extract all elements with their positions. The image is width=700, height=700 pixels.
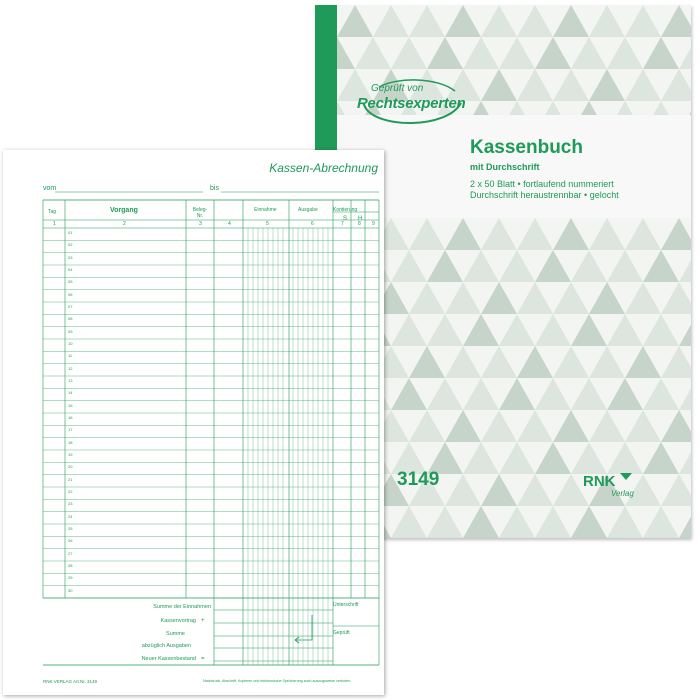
pattern-triangle: [553, 410, 589, 442]
pattern-triangle: [643, 378, 679, 410]
cover-detail-1: 2 x 50 Blatt • fortlaufend nummeriert: [470, 179, 614, 189]
row-number: 09: [68, 328, 73, 334]
logo-arrow-icon: [620, 473, 632, 481]
pattern-triangle: [517, 346, 553, 378]
pattern-triangle: [643, 37, 679, 69]
pattern-triangle: [661, 474, 691, 506]
carry-label: Kassenvortrag: [160, 618, 196, 624]
pattern-triangle: [445, 5, 481, 37]
pattern-triangle: [337, 101, 355, 115]
header-beleg: Beleg- Nr.: [192, 207, 208, 219]
pattern-triangle: [463, 506, 499, 538]
pattern-triangle: [427, 37, 463, 69]
footer-right: Nachdruck, Abschrift, Kopieren und elektronische Speicherung auch auszugsweise verboten.: [203, 679, 352, 683]
column-number: 1: [53, 221, 56, 227]
pattern-triangle: [463, 250, 499, 282]
column-number: 3: [199, 221, 202, 227]
column-number: 5: [266, 221, 269, 227]
pattern-triangle: [427, 250, 463, 282]
pattern-triangle: [535, 37, 571, 69]
column-number: 9: [372, 221, 375, 227]
pattern-triangle: [481, 474, 517, 506]
pattern-triangle: [463, 314, 499, 346]
row-number: 15: [68, 402, 73, 408]
row-number: 16: [68, 415, 73, 420]
pattern-triangle: [643, 101, 679, 115]
column-number: 8: [358, 221, 361, 227]
pattern-triangle: [571, 37, 607, 69]
pattern-triangle: [679, 442, 691, 474]
pattern-triangle: [571, 250, 607, 282]
plus-sign: +: [201, 618, 205, 624]
pattern-triangle: [535, 506, 571, 538]
pattern-triangle: [517, 69, 553, 101]
checked-label: Geprüft: [333, 630, 350, 636]
column-number: 2: [123, 221, 126, 227]
pattern-triangle: [553, 69, 589, 101]
pattern-triangle: [661, 5, 691, 37]
pattern-triangle: [517, 5, 553, 37]
pattern-triangle: [463, 442, 499, 474]
pattern-triangle: [427, 506, 463, 538]
pattern-triangle: [481, 346, 517, 378]
header-konto: Kontierung: [333, 207, 358, 213]
pattern-triangle: [355, 37, 391, 69]
pattern-triangle: [661, 218, 691, 250]
row-number: 11: [68, 353, 73, 359]
pattern-triangle: [445, 218, 481, 250]
pattern-triangle: [607, 506, 643, 538]
pattern-triangle: [409, 282, 445, 314]
pattern-triangle: [661, 346, 691, 378]
pattern-triangle: [535, 250, 571, 282]
quality-seal: [357, 77, 467, 129]
pattern-triangle: [499, 101, 535, 115]
pattern-triangle: [445, 410, 481, 442]
row-number: 25: [68, 526, 73, 531]
pattern-triangle: [499, 506, 535, 538]
header-vorgang: Vorgang: [110, 207, 138, 214]
row-number: 02: [68, 242, 73, 248]
pattern-triangle: [571, 314, 607, 346]
row-number: 19: [68, 452, 73, 457]
row-number: 24: [68, 513, 73, 519]
pattern-triangle: [445, 282, 481, 314]
pattern-triangle: [373, 5, 409, 37]
pattern-triangle: [535, 442, 571, 474]
pattern-triangle: [571, 378, 607, 410]
pattern-triangle: [517, 218, 553, 250]
carry-arrow-icon: [295, 615, 312, 643]
logo-text: RNK: [583, 473, 616, 490]
pattern-triangle: [625, 282, 661, 314]
pattern-triangle: [463, 37, 499, 69]
row-number: 08: [68, 316, 73, 322]
row-number: 01: [68, 230, 73, 235]
pattern-triangle: [679, 314, 691, 346]
header-h: H: [358, 216, 363, 222]
pattern-triangle: [589, 218, 625, 250]
pattern-triangle: [499, 378, 535, 410]
pattern-triangle: [499, 250, 535, 282]
pattern-triangle: [625, 346, 661, 378]
form-sheet: [3, 150, 384, 695]
pattern-triangle: [625, 218, 661, 250]
pattern-triangle: [553, 282, 589, 314]
pattern-triangle: [571, 442, 607, 474]
row-number: 05: [68, 279, 73, 285]
pattern-triangle: [643, 442, 679, 474]
pattern-triangle: [337, 5, 373, 37]
pattern-triangle: [391, 506, 427, 538]
pattern-triangle: [679, 101, 691, 115]
pattern-triangle: [463, 378, 499, 410]
pattern-triangle: [607, 37, 643, 69]
pattern-triangle: [679, 378, 691, 410]
pattern-triangle: [517, 474, 553, 506]
pattern-triangle: [499, 442, 535, 474]
pattern-triangle: [589, 346, 625, 378]
pattern-triangle: [607, 378, 643, 410]
row-number: 23: [68, 501, 73, 507]
pattern-triangle: [409, 5, 445, 37]
pattern-triangle: [427, 378, 463, 410]
seal-line-1: Geprüft von: [371, 83, 424, 94]
pattern-triangle: [391, 250, 427, 282]
pattern-triangle: [625, 5, 661, 37]
header-tag: Tag: [48, 209, 57, 215]
pattern-triangle: [607, 314, 643, 346]
column-number: 6: [311, 221, 314, 227]
column-number: 7: [341, 221, 344, 227]
pattern-triangle: [517, 410, 553, 442]
pattern-triangle: [535, 314, 571, 346]
row-number: 22: [68, 489, 73, 494]
row-number: 13: [68, 378, 73, 383]
pattern-triangle: [679, 250, 691, 282]
bis-label: bis: [210, 185, 219, 192]
row-number: 18: [68, 439, 73, 445]
pattern-triangle: [409, 346, 445, 378]
minus-expenses-label: abzüglich Ausgaben: [141, 643, 191, 649]
sum-income-label: Summe der Einnahmen: [153, 604, 211, 610]
equals-sign: =: [201, 656, 205, 662]
pattern-triangle: [553, 346, 589, 378]
pattern-triangle: [571, 101, 607, 115]
pattern-triangle: [499, 37, 535, 69]
cover-subtitle: mit Durchschrift: [470, 162, 540, 172]
pattern-triangle: [589, 282, 625, 314]
row-number: 14: [68, 390, 73, 396]
pattern-triangle: [679, 37, 691, 69]
signature-label: Unterschrift: [333, 602, 359, 608]
row-number: 29: [68, 575, 73, 581]
pattern-triangle: [643, 506, 679, 538]
row-number: 27: [68, 550, 73, 556]
pattern-triangle: [661, 410, 691, 442]
pattern-triangle: [643, 314, 679, 346]
pattern-triangle: [409, 218, 445, 250]
pattern-triangle: [535, 378, 571, 410]
pattern-triangle: [391, 37, 427, 69]
pattern-triangle: [589, 5, 625, 37]
pattern-triangle: [481, 218, 517, 250]
row-number: 20: [68, 464, 73, 470]
row-number: 10: [68, 341, 73, 346]
pattern-triangle: [607, 250, 643, 282]
pattern-triangle: [463, 101, 499, 115]
row-number: 12: [68, 365, 73, 371]
publisher-logo: [583, 473, 632, 490]
pattern-triangle: [391, 378, 427, 410]
triangle-pattern-bottom: [337, 218, 691, 538]
pattern-triangle: [499, 314, 535, 346]
pattern-triangle: [607, 442, 643, 474]
pattern-triangle: [481, 282, 517, 314]
pattern-triangle: [661, 282, 691, 314]
pattern-triangle: [445, 474, 481, 506]
pattern-triangle: [391, 314, 427, 346]
row-number: 03: [68, 254, 73, 260]
new-balance-label: Neuer Kassenbestand: [141, 656, 196, 662]
row-number: 07: [68, 304, 73, 309]
pattern-triangle: [661, 69, 691, 101]
pattern-triangle: [481, 5, 517, 37]
pattern-triangle: [553, 5, 589, 37]
header-ausgabe: Ausgabe: [298, 207, 318, 213]
row-number: 04: [68, 267, 73, 272]
pattern-triangle: [625, 410, 661, 442]
pattern-triangle: [427, 314, 463, 346]
pattern-triangle: [643, 250, 679, 282]
sum-label: Summe: [166, 631, 185, 637]
pattern-triangle: [571, 506, 607, 538]
row-number: 26: [68, 538, 73, 544]
row-number: 17: [68, 427, 73, 433]
pattern-triangle: [337, 37, 355, 69]
cover-title: Kassenbuch: [470, 137, 583, 158]
pattern-triangle: [625, 69, 661, 101]
publisher-logo-sub: Verlag: [611, 489, 634, 498]
header-einnahme: Einnahme: [254, 207, 277, 213]
pattern-triangle: [517, 282, 553, 314]
pattern-triangle: [589, 69, 625, 101]
row-number: 21: [68, 476, 73, 482]
pattern-triangle: [607, 101, 643, 115]
seal-line-2: Rechtsexperten: [357, 95, 466, 112]
vom-label: vom: [43, 185, 57, 192]
pattern-triangle: [481, 410, 517, 442]
footer-left: RNK VERLAG Art.Nr. 3149: [43, 679, 98, 684]
article-number: 3149: [397, 469, 440, 490]
row-number: 28: [68, 563, 73, 568]
pattern-triangle: [589, 410, 625, 442]
pattern-triangle: [535, 101, 571, 115]
pattern-triangle: [481, 69, 517, 101]
form-grid: [3, 150, 384, 695]
row-number: 06: [68, 291, 73, 297]
pattern-triangle: [679, 506, 691, 538]
header-s: S: [343, 216, 348, 222]
pattern-triangle: [553, 218, 589, 250]
form-title: Kassen-Abrechnung: [269, 161, 378, 175]
pattern-triangle: [445, 346, 481, 378]
column-number: 4: [228, 221, 231, 227]
row-number: 30: [68, 587, 73, 593]
pattern-triangle: [409, 410, 445, 442]
cover-detail-2: Durchschrift heraustrennbar • gelocht: [470, 190, 619, 200]
